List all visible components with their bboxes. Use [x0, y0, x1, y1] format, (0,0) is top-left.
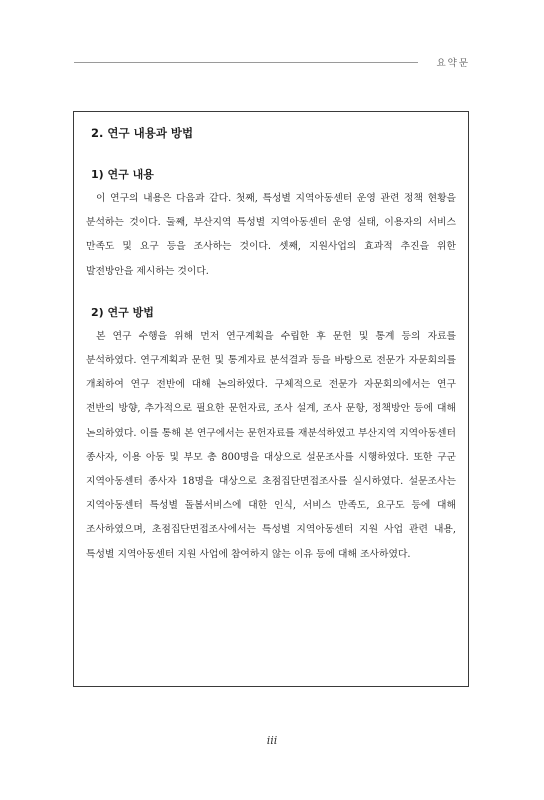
summary-box [73, 111, 469, 687]
page-number: iii [266, 734, 278, 747]
research-content-paragraph: 이 연구의 내용은 다음과 같다. 첫째, 특성별 지역아동센터 운영 관련 정책 현황을 분석하는 것이다. 둘째, 부산지역 특성별 지역아동센터 운영 실태, 이용자의 서비스 만족도 및 요구 등을 조사하는 것이다. 셋째, 지원사업의 효과적 추진을 위한 발전방안을 제시하는 것이다. [86, 193, 456, 277]
running-header: 요약문 [436, 58, 470, 69]
section-title: 2. 연구 내용과 방법 [91, 126, 194, 140]
header-rule [74, 62, 418, 63]
research-method-paragraph: 본 연구 수행을 위해 먼저 연구계획을 수립한 후 문헌 및 통계 등의 자료를 분석하였다. 연구계획과 문헌 및 통계자료 분석결과 등을 바탕으로 전문가 자문회의를 개최하여 연구 전반에 대해 논의하였다. 구체적으로 전문가 자문회의에서는 연구 전반의 방향, 추가적으로 필요한 문헌자료, 조사 설계, 조사 문항, 정책방안 등에 대해 논의하였다. 이를 통해 본 연구에서는 문헌자료를 재분석하였고 부산지역 지역아동센터 종사자, 이용 아동 및 부모 총 800명을 대상으로 설문조사를 시행하였다. 또한 구군 지역아동센터 종사자 18명을 대상으로 초점집단면접조사를 실시하였다. 설문조사는 지역아동센터 특성별 돌봄서비스에 대한 인식, 서비스 만족도, 요구도 등에 대해 조사하였으며, 초점집단면접조사에서는 특성별 지역아동센터 지원 사업 관련 내용, 특성별 지역아동센터 지원 사업에 참여하지 않는 이유 등에 대해 조사하였다. [86, 330, 456, 560]
subsection-title-research-method: 2) 연구 방법 [91, 305, 154, 319]
subsection-title-research-content: 1) 연구 내용 [91, 168, 154, 181]
